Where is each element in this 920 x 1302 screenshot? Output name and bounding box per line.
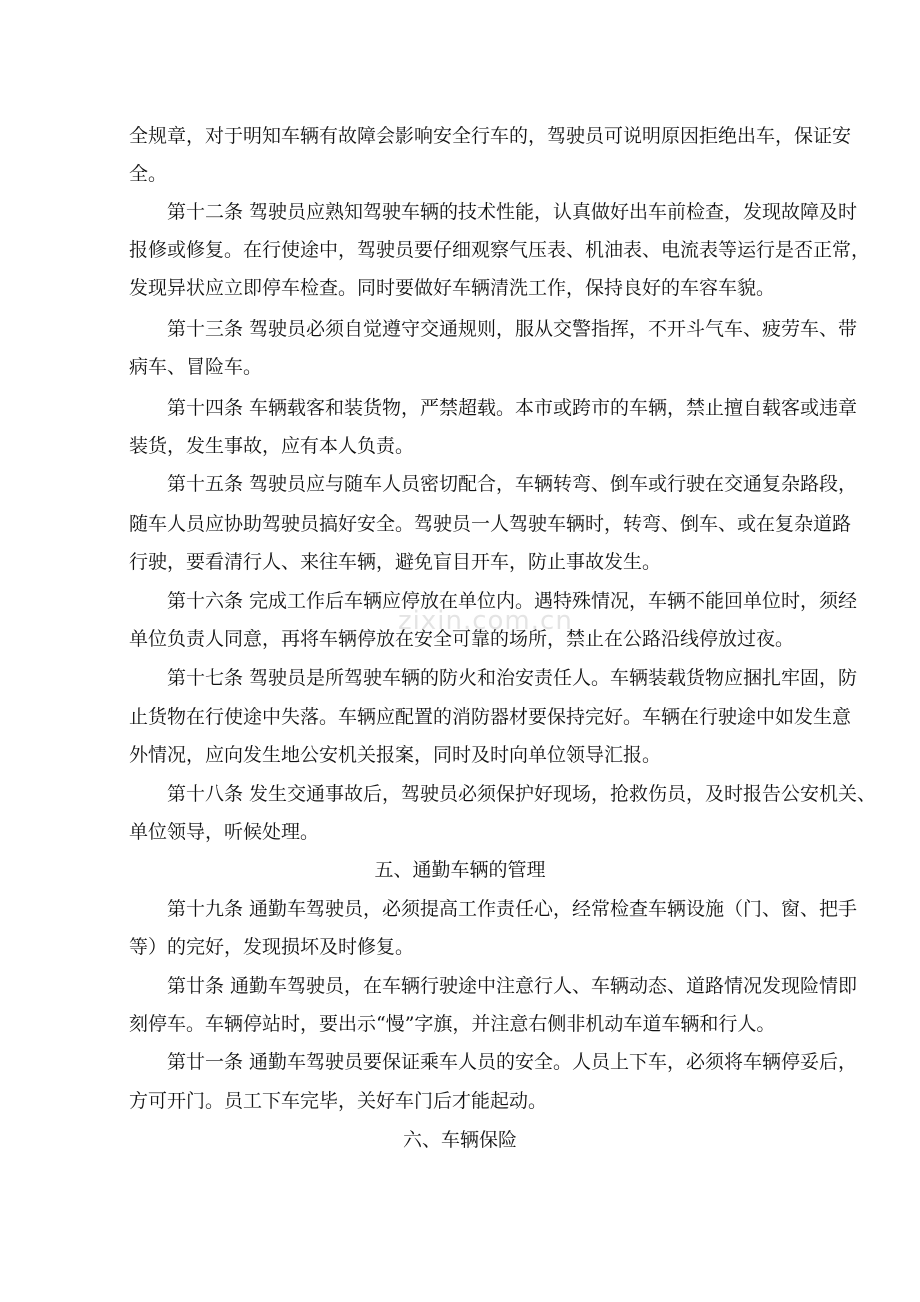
article-12-line: 第十二条 驾驶员应熟知驾驶车辆的技术性能，认真做好出车前检查，发现故障及时 — [167, 201, 858, 223]
paragraph-line: 装货，发生事故，应有本人负责。 — [129, 435, 415, 457]
paragraph-line: 全规章，对于明知车辆有故障会影响安全行车的，驾驶员可说明原因拒绝出车，保证安 — [129, 125, 852, 147]
paragraph-line: 止货物在行使途中失落。车辆应配置的消防器材要保持完好。车辆在行驶途中如发生意 — [129, 706, 852, 728]
paragraph-line: 报修或修复。在行使途中，驾驶员要仔细观察气压表、机油表、电流表等运行是否正常， — [129, 239, 871, 261]
paragraph-line: 等）的完好，发现损坏及时修复。 — [129, 936, 415, 958]
paragraph-line: 单位负责人同意，再将车辆停放在安全可靠的场所，禁止在公路沿线停放过夜。 — [129, 628, 795, 650]
paragraph-line: 刻停车。车辆停站时，要出示“慢”字旗，并注意右侧非机动车道车辆和行人。 — [129, 1013, 776, 1035]
article-15-line: 第十五条 驾驶员应与随车人员密切配合，车辆转弯、倒车或行驶在交通复杂路段， — [167, 473, 858, 495]
paragraph-line: 病车、冒险车。 — [129, 356, 263, 378]
watermark: zixin.com.cn — [398, 606, 573, 636]
article-14-line: 第十四条 车辆载客和装货物，严禁超载。本市或跨市的车辆，禁止擅自载客或违章 — [167, 397, 858, 419]
article-18-line: 第十八条 发生交通事故后，驾驶员必须保护好现场，抢救伤员，及时报告公安机关、 — [167, 783, 877, 805]
paragraph-line: 外情况，应向发生地公安机关报案，同时及时向单位领导汇报。 — [129, 744, 662, 766]
article-17-line: 第十七条 驾驶员是所驾驶车辆的防火和治安责任人。车辆装载货物应捆扎牢固，防 — [167, 667, 858, 689]
article-16-line: 第十六条 完成工作后车辆应停放在单位内。遇特殊情况，车辆不能回单位时，须经 — [167, 590, 858, 612]
section-heading: 六、车辆保险 — [402, 1129, 517, 1151]
paragraph-line: 行驶，要看清行人、来往车辆，避免盲目开车，防止事故发生。 — [129, 551, 662, 573]
article-20-line: 第廿条 通勤车驾驶员，在车辆行驶途中注意行人、车辆动态、道路情况发现险情即 — [167, 975, 858, 997]
paragraph-line: 发现异状应立即停车检查。同时要做好车辆清洗工作，保持良好的车容车貌。 — [129, 277, 776, 299]
article-13-line: 第十三条 驾驶员必须自觉遵守交通规则，服从交警指挥，不开斗气车、疲劳车、带 — [167, 318, 858, 340]
article-19-line: 第十九条 通勤车驾驶员，必须提高工作责任心，经常检查车辆设施（门、窗、把手 — [167, 898, 858, 920]
paragraph-line: 随车人员应协助驾驶员搞好安全。驾驶员一人驾驶车辆时，转弯、倒车、或在复杂道路 — [129, 513, 852, 535]
section-heading: 五、通勤车辆的管理 — [374, 859, 546, 881]
article-21-line: 第廿一条 通勤车驾驶员要保证乘车人员的安全。人员上下车，必须将车辆停妥后， — [167, 1051, 858, 1073]
paragraph-line: 单位领导，听候处理。 — [129, 821, 320, 843]
paragraph-line: 全。 — [129, 163, 168, 185]
paragraph-line: 方可开门。员工下车完毕，关好车门后才能起动。 — [129, 1090, 548, 1112]
